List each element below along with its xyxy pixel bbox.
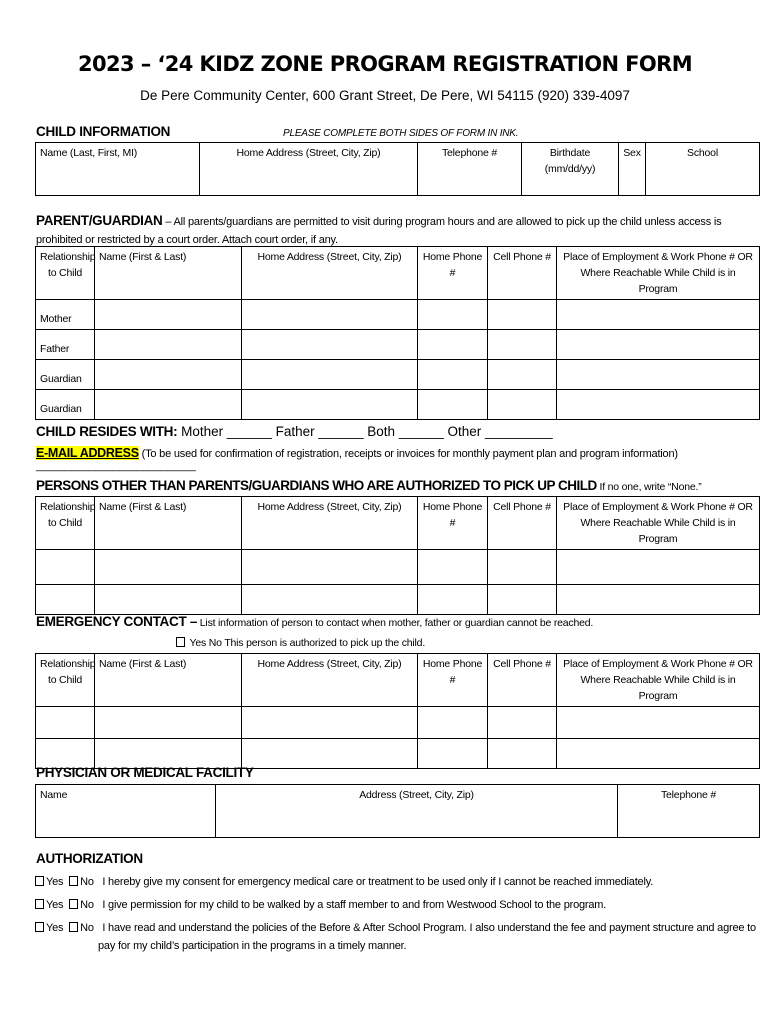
yes-label: Yes bbox=[46, 899, 64, 911]
hdr-name: Name (First & Last) bbox=[95, 247, 242, 300]
parent-cell[interactable] bbox=[242, 330, 418, 360]
resides-with-options: Mother ______ Father ______ Both ______ Other _________ bbox=[181, 424, 553, 439]
parent-table bbox=[35, 246, 760, 420]
pickup-heading-line bbox=[36, 477, 702, 495]
emergency-heading-line bbox=[36, 613, 593, 631]
hdr-relationship: Relationship to Child bbox=[36, 497, 95, 550]
auth-text-2: I give permission for my child to be walked by a staff member to and from Westwood School to the program. bbox=[102, 899, 607, 911]
emergency-cell[interactable] bbox=[36, 739, 95, 769]
col-sex-label: Sex bbox=[623, 147, 641, 159]
pickup-cell[interactable] bbox=[418, 585, 488, 615]
email-label: E-MAIL ADDRESS bbox=[36, 446, 139, 460]
hdr-cell-phone: Cell Phone # bbox=[488, 497, 557, 550]
parent-cell[interactable] bbox=[95, 390, 242, 420]
hdr-cell-phone: Cell Phone # bbox=[488, 654, 557, 707]
parent-cell[interactable] bbox=[242, 300, 418, 330]
auth-text-1: I hereby give my consent for emergency medical care or treatment to be used only if I cannot be reached immediately. bbox=[102, 876, 654, 888]
parent-cell[interactable] bbox=[488, 390, 557, 420]
hdr-cell-phone: Cell Phone # bbox=[488, 247, 557, 300]
row-label-mother: Mother bbox=[36, 300, 95, 330]
emergency-cell[interactable] bbox=[488, 707, 557, 739]
child-telephone-cell[interactable] bbox=[418, 143, 522, 196]
emergency-cell[interactable] bbox=[36, 707, 95, 739]
parent-cell[interactable] bbox=[418, 330, 488, 360]
auth-item-1 bbox=[35, 876, 653, 888]
checkbox-icon[interactable] bbox=[69, 922, 78, 932]
parent-cell[interactable] bbox=[242, 360, 418, 390]
emergency-text: List information of person to contact when mother, father or guardian cannot be reached. bbox=[197, 617, 594, 629]
emergency-cell[interactable] bbox=[242, 707, 418, 739]
emergency-cell[interactable] bbox=[557, 739, 760, 769]
email-line[interactable] bbox=[36, 446, 770, 472]
physician-address-cell[interactable] bbox=[216, 785, 618, 838]
auth-item-3-cont: pay for my child’s participation in the programs in a timely manner. bbox=[98, 940, 407, 952]
emergency-cell[interactable] bbox=[418, 739, 488, 769]
emergency-table bbox=[35, 653, 760, 769]
emergency-cell[interactable] bbox=[418, 707, 488, 739]
parent-cell[interactable] bbox=[557, 300, 760, 330]
physician-heading: PHYSICIAN OR MEDICAL FACILITY bbox=[36, 765, 254, 780]
child-address-cell[interactable] bbox=[200, 143, 418, 196]
col-school-label: School bbox=[687, 147, 718, 159]
emergency-auth-text: Yes No This person is authorized to pick up the child. bbox=[187, 637, 426, 649]
child-birthdate-cell[interactable] bbox=[522, 143, 619, 196]
hdr-address: Home Address (Street, City, Zip) bbox=[242, 654, 418, 707]
parent-cell[interactable] bbox=[557, 330, 760, 360]
authorization-heading: AUTHORIZATION bbox=[36, 851, 143, 866]
checkbox-icon[interactable] bbox=[69, 899, 78, 909]
checkbox-icon[interactable] bbox=[35, 922, 44, 932]
col-telephone-label: Telephone # bbox=[660, 789, 717, 801]
hdr-employment: Place of Employment & Work Phone # OR Where Reachable While Child is in Program bbox=[557, 654, 760, 707]
pickup-cell[interactable] bbox=[242, 550, 418, 585]
checkbox-icon[interactable] bbox=[35, 899, 44, 909]
parent-guardian-text: – All parents/guardians are permitted to visit during program hours and are allowed to pick up the child unless access is prohibited or restricted by a court order. Attach court order, if any. bbox=[36, 216, 722, 246]
row-label-father: Father bbox=[36, 330, 95, 360]
pickup-cell[interactable] bbox=[36, 550, 95, 585]
parent-cell[interactable] bbox=[418, 390, 488, 420]
pickup-cell[interactable] bbox=[242, 585, 418, 615]
email-text: (To be used for confirmation of registration, receipts or invoices for monthly payment plan and program information) ___________________________ bbox=[36, 448, 678, 472]
child-name-cell[interactable] bbox=[36, 143, 200, 196]
hdr-address: Home Address (Street, City, Zip) bbox=[242, 497, 418, 550]
emergency-cell[interactable] bbox=[95, 707, 242, 739]
physician-name-cell[interactable] bbox=[36, 785, 216, 838]
parent-cell[interactable] bbox=[488, 330, 557, 360]
hdr-name: Name (First & Last) bbox=[95, 654, 242, 707]
pickup-cell[interactable] bbox=[488, 550, 557, 585]
form-title: 2023 – ‘24 KIDZ ZONE PROGRAM REGISTRATION FORM bbox=[77, 52, 693, 76]
emergency-auth-line[interactable] bbox=[176, 637, 425, 649]
no-label: No bbox=[80, 876, 94, 888]
parent-cell[interactable] bbox=[488, 360, 557, 390]
parent-cell[interactable] bbox=[242, 390, 418, 420]
parent-cell[interactable] bbox=[557, 390, 760, 420]
child-sex-cell[interactable] bbox=[619, 143, 646, 196]
resides-with-label: CHILD RESIDES WITH: bbox=[36, 424, 178, 439]
parent-cell[interactable] bbox=[557, 360, 760, 390]
col-name-label: Name bbox=[40, 789, 68, 801]
child-school-cell[interactable] bbox=[646, 143, 760, 196]
pickup-cell[interactable] bbox=[95, 550, 242, 585]
hdr-home-phone: Home Phone # bbox=[418, 247, 488, 300]
auth-item-3 bbox=[35, 922, 756, 934]
pickup-cell[interactable] bbox=[418, 550, 488, 585]
pickup-table bbox=[35, 496, 760, 615]
hdr-relationship: Relationship to Child bbox=[36, 247, 95, 300]
emergency-cell[interactable] bbox=[242, 739, 418, 769]
pickup-cell[interactable] bbox=[95, 585, 242, 615]
ink-note: PLEASE COMPLETE BOTH SIDES OF FORM IN INK. bbox=[283, 128, 519, 139]
hdr-name: Name (First & Last) bbox=[95, 497, 242, 550]
emergency-cell[interactable] bbox=[557, 707, 760, 739]
no-label: No bbox=[80, 922, 94, 934]
parent-guardian-intro bbox=[36, 212, 756, 249]
col-birthdate-label: Birthdate (mm/dd/yy) bbox=[544, 147, 596, 175]
resides-with-line[interactable] bbox=[36, 424, 553, 439]
pickup-cell[interactable] bbox=[557, 585, 760, 615]
child-info-heading: CHILD INFORMATION bbox=[36, 124, 171, 139]
row-label-guardian-2: Guardian bbox=[36, 390, 95, 420]
emergency-heading: EMERGENCY CONTACT – bbox=[36, 614, 198, 629]
parent-cell[interactable] bbox=[488, 300, 557, 330]
auth-item-2 bbox=[35, 899, 606, 911]
pickup-cell[interactable] bbox=[36, 585, 95, 615]
hdr-employment: Place of Employment & Work Phone # OR Where Reachable While Child is in Program bbox=[557, 497, 760, 550]
parent-cell[interactable] bbox=[95, 330, 242, 360]
hdr-employment: Place of Employment & Work Phone # OR Where Reachable While Child is in Program bbox=[557, 247, 760, 300]
physician-telephone-cell[interactable] bbox=[618, 785, 760, 838]
pickup-cell[interactable] bbox=[488, 585, 557, 615]
checkbox-icon[interactable] bbox=[176, 637, 185, 647]
row-label-guardian: Guardian bbox=[36, 360, 95, 390]
parent-cell[interactable] bbox=[418, 360, 488, 390]
hdr-home-phone: Home Phone # bbox=[418, 497, 488, 550]
hdr-relationship: Relationship to Child bbox=[36, 654, 95, 707]
parent-cell[interactable] bbox=[418, 300, 488, 330]
physician-table bbox=[35, 784, 760, 838]
checkbox-icon[interactable] bbox=[35, 876, 44, 886]
col-name-label: Name (Last, First, MI) bbox=[40, 147, 138, 159]
col-telephone-label: Telephone # bbox=[441, 147, 498, 159]
col-address-label: Home Address (Street, City, Zip) bbox=[236, 147, 381, 159]
hdr-home-phone: Home Phone # bbox=[418, 654, 488, 707]
col-address-label: Address (Street, City, Zip) bbox=[359, 789, 474, 801]
child-info-table bbox=[35, 142, 760, 196]
pickup-note: If no one, write “None.” bbox=[596, 481, 702, 493]
yes-label: Yes bbox=[46, 922, 64, 934]
emergency-cell[interactable] bbox=[488, 739, 557, 769]
yes-label: Yes bbox=[46, 876, 64, 888]
parent-cell[interactable] bbox=[95, 360, 242, 390]
checkbox-icon[interactable] bbox=[69, 876, 78, 886]
parent-guardian-heading: PARENT/GUARDIAN bbox=[36, 213, 163, 228]
pickup-cell[interactable] bbox=[557, 550, 760, 585]
parent-cell[interactable] bbox=[95, 300, 242, 330]
auth-text-3: I have read and understand the policies of the Before & After School Program. I also understand the fee and payment structure and agree to bbox=[102, 922, 756, 934]
pickup-heading: PERSONS OTHER THAN PARENTS/GUARDIANS WHO ARE AUTHORIZED TO PICK UP CHILD bbox=[36, 478, 597, 493]
emergency-cell[interactable] bbox=[95, 739, 242, 769]
form-subtitle: De Pere Community Center, 600 Grant Street, De Pere, WI 54115 (920) 339-4097 bbox=[140, 88, 630, 103]
hdr-address: Home Address (Street, City, Zip) bbox=[242, 247, 418, 300]
no-label: No bbox=[80, 899, 94, 911]
